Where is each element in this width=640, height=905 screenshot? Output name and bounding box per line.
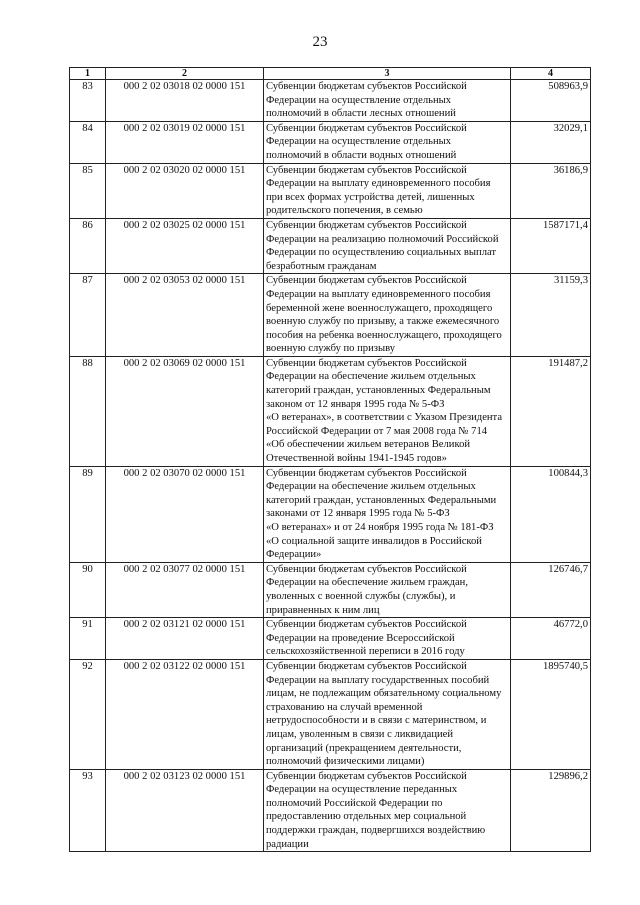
row-description: Субвенции бюджетам субъектов Российской Федерации на осуществление отдельных полномочий в области лесных отношений <box>264 80 511 122</box>
row-number: 89 <box>70 466 106 562</box>
row-amount: 100844,3 <box>511 466 591 562</box>
row-number: 93 <box>70 769 106 852</box>
row-number: 84 <box>70 121 106 163</box>
row-description: Субвенции бюджетам субъектов Российской Федерации на осуществление переданных полномочий Российской Федерации по предоставлению отдельных мер социальной поддержки граждан, подвергшихся воздействию радиации <box>264 769 511 852</box>
row-number: 86 <box>70 218 106 273</box>
page-number: 23 <box>312 34 328 50</box>
row-number: 85 <box>70 163 106 218</box>
row-amount: 46772,0 <box>511 618 591 660</box>
row-amount: 36186,9 <box>511 163 591 218</box>
table-row <box>70 218 591 273</box>
table-row <box>70 163 591 218</box>
row-number: 83 <box>70 80 106 122</box>
table-row <box>70 121 591 163</box>
row-description: Субвенции бюджетам субъектов Российской Федерации на реализацию полномочий Российской Федерации по осуществлению социальных выплат безработным гражданам <box>264 218 511 273</box>
table-body <box>70 80 591 852</box>
budget-code: 000 2 02 03069 02 0000 151 <box>106 356 264 466</box>
table-row <box>70 562 591 617</box>
row-description: Субвенции бюджетам субъектов Российской Федерации на осуществление отдельных полномочий в области водных отношений <box>264 121 511 163</box>
row-amount: 508963,9 <box>511 80 591 122</box>
table-row <box>70 659 591 769</box>
budget-code: 000 2 02 03070 02 0000 151 <box>106 466 264 562</box>
budget-code: 000 2 02 03018 02 0000 151 <box>106 80 264 122</box>
row-number: 90 <box>70 562 106 617</box>
row-amount: 191487,2 <box>511 356 591 466</box>
table-row <box>70 356 591 466</box>
header-row <box>70 68 591 80</box>
budget-code: 000 2 02 03122 02 0000 151 <box>106 659 264 769</box>
row-description: Субвенции бюджетам субъектов Российской Федерации на обеспечение жильем отдельных категорий граждан, установленных Федеральным законом от 12 января 1995 года № 5-ФЗ «О ветеранах», в соответствии с Указом Президента Российской Федерации от 7 мая 2008 года № 714 «Об обеспечении жильем ветеранов Великой Отечественной войны 1941-1945 годов» <box>264 356 511 466</box>
table-row <box>70 274 591 357</box>
row-number: 88 <box>70 356 106 466</box>
row-description: Субвенции бюджетам субъектов Российской Федерации на выплату единовременного пособия беременной жене военнослужащего, проходящего военную службу по призыву, а также ежемесячного пособия на ребенка военнослужащего, проходящего военную службу по призыву <box>264 274 511 357</box>
budget-code: 000 2 02 03121 02 0000 151 <box>106 618 264 660</box>
budget-code: 000 2 02 03053 02 0000 151 <box>106 274 264 357</box>
row-number: 91 <box>70 618 106 660</box>
row-description: Субвенции бюджетам субъектов Российской Федерации на выплату государственных пособий лицам, не подлежащим обязательному социальному страхованию на случай временной нетрудоспособности и в связи с материнством, и лицам, уволенным в связи с ликвидацией организаций (прекращением деятельности, полномочий физическими лицами) <box>264 659 511 769</box>
column-header-3: 3 <box>264 68 511 80</box>
row-amount: 32029,1 <box>511 121 591 163</box>
budget-code: 000 2 02 03077 02 0000 151 <box>106 562 264 617</box>
table-row <box>70 769 591 852</box>
row-description: Субвенции бюджетам субъектов Российской Федерации на обеспечение жильем отдельных категорий граждан, установленных Федеральными законами от 12 января 1995 года № 5-ФЗ «О ветеранах» и от 24 ноября 1995 года № 181-ФЗ «О социальной защите инвалидов в Российской Федерации» <box>264 466 511 562</box>
row-description: Субвенции бюджетам субъектов Российской Федерации на проведение Всероссийской сельскохозяйственной переписи в 2016 году <box>264 618 511 660</box>
table-row <box>70 618 591 660</box>
budget-table <box>69 67 591 852</box>
table-row <box>70 466 591 562</box>
row-description: Субвенции бюджетам субъектов Российской Федерации на выплату единовременного пособия при всех формах устройства детей, лишенных родительского попечения, в семью <box>264 163 511 218</box>
budget-code: 000 2 02 03025 02 0000 151 <box>106 218 264 273</box>
row-number: 87 <box>70 274 106 357</box>
row-amount: 1895740,5 <box>511 659 591 769</box>
budget-code: 000 2 02 03020 02 0000 151 <box>106 163 264 218</box>
row-description: Субвенции бюджетам субъектов Российской Федерации на обеспечение жильем граждан, уволенных с военной службы (службы), и приравненных к ним лиц <box>264 562 511 617</box>
column-header-1: 1 <box>70 68 106 80</box>
column-header-2: 2 <box>106 68 264 80</box>
budget-code: 000 2 02 03123 02 0000 151 <box>106 769 264 852</box>
row-amount: 1587171,4 <box>511 218 591 273</box>
row-amount: 31159,3 <box>511 274 591 357</box>
table-row <box>70 80 591 122</box>
budget-code: 000 2 02 03019 02 0000 151 <box>106 121 264 163</box>
row-amount: 129896,2 <box>511 769 591 852</box>
row-amount: 126746,7 <box>511 562 591 617</box>
column-header-4: 4 <box>511 68 591 80</box>
row-number: 92 <box>70 659 106 769</box>
table-header <box>70 68 591 80</box>
